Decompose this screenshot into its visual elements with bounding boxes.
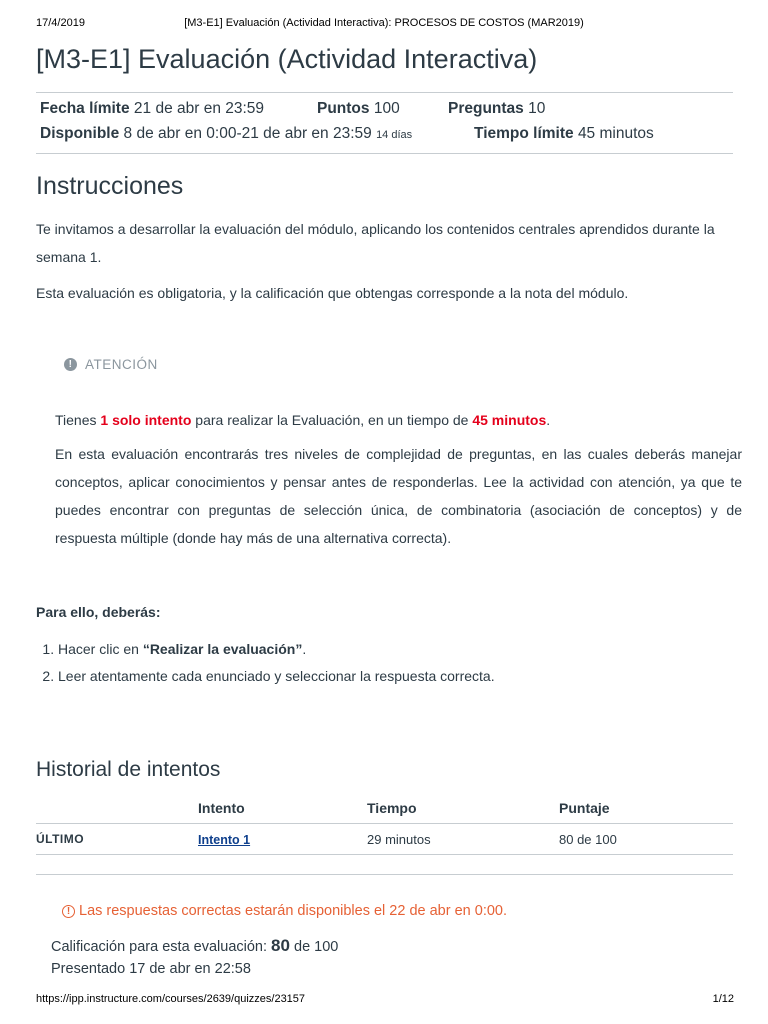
time-limit — [474, 125, 654, 143]
attention-content — [55, 406, 742, 552]
points — [317, 100, 400, 118]
history-header-time: Tiempo — [367, 792, 559, 824]
print-page-number: 1/12 — [712, 993, 734, 1005]
instructions-paragraph-2: Esta evaluación es obligatoria, y la calificación que obtengas corresponde a la nota del módulo. — [36, 285, 629, 301]
submitted-line: Presentado 17 de abr en 22:58 — [51, 961, 251, 977]
points-label: Puntos — [317, 100, 370, 117]
step-1-text-a: Hacer clic en — [58, 641, 143, 657]
attempt-notice-text-a: Tienes — [55, 412, 101, 428]
answers-notice — [62, 903, 733, 919]
history-table — [36, 792, 733, 855]
grade-summary — [51, 935, 733, 980]
points-value: 100 — [373, 100, 400, 117]
attempt-notice-text-e: . — [546, 412, 551, 428]
exclamation-icon: ! — [64, 358, 77, 371]
steps-list — [36, 636, 733, 690]
attempt-score: 80 de 100 — [559, 824, 733, 855]
attempt-notice-text-c: para realizar la Evaluación, en un tiempo de — [191, 412, 473, 428]
table-row — [36, 824, 733, 855]
quiz-header-row-1 — [40, 100, 730, 122]
instructions-paragraph-3: En esta evaluación encontrarás tres niveles de complejidad de preguntas, en las cuales deberás manejar conceptos, aplicar conocimientos y pensar antes de responderlas. Lee la actividad con atención, ya que te puedes encontrar con preguntas de selección única, de combinatoria (asociación de conceptos) y de respuesta múltiple (donde hay más de una alternativa correcta). — [55, 446, 742, 546]
quiz-page — [36, 36, 742, 980]
available-label: Disponible — [40, 125, 120, 142]
instructions-title: Instrucciones — [36, 172, 184, 200]
page-title: [M3-E1] Evaluación (Actividad Interactiva) — [36, 44, 538, 74]
history-title: Historial de intentos — [36, 758, 221, 781]
grade-total: de 100 — [294, 939, 339, 955]
attention-header — [64, 357, 733, 372]
questions — [448, 100, 545, 118]
history-header-empty — [36, 792, 198, 824]
questions-label: Preguntas — [448, 100, 524, 117]
time-limit-label: Tiempo límite — [474, 125, 574, 142]
available-value: 8 de abr en 0:00-21 de abr en 23:59 — [123, 125, 372, 142]
attempt-count: 1 solo intento — [100, 412, 192, 428]
available-days: 14 días — [376, 129, 413, 141]
attempt-link[interactable]: Intento 1 — [198, 832, 251, 847]
questions-value: 10 — [528, 100, 546, 117]
exclamation-icon: ! — [62, 905, 75, 918]
attempt-duration: 45 minutos — [472, 412, 547, 428]
latest-label: ÚLTIMO — [36, 824, 198, 855]
instructions-paragraph-1: Te invitamos a desarrollar la evaluación del módulo, aplicando los contenidos centrales aprendidos durante la semana 1. — [36, 221, 715, 265]
time-limit-value: 45 minutos — [577, 125, 654, 142]
due-date — [40, 100, 264, 118]
attention-label: ATENCIÓN — [85, 357, 158, 372]
attempt-time: 29 minutos — [367, 824, 559, 855]
step-1-text-c: . — [302, 641, 307, 657]
print-url: https://ipp.instructure.com/courses/2639/quizzes/23157 — [36, 993, 306, 1005]
attempt-notice — [55, 406, 742, 434]
step-1 — [58, 636, 733, 663]
print-title: [M3-E1] Evaluación (Actividad Interactiva): PROCESOS DE COSTOS (MAR2019) — [184, 17, 584, 29]
print-date: 17/4/2019 — [36, 17, 85, 29]
quiz-header-box — [36, 92, 733, 154]
steps-intro: Para ello, deberás: — [36, 604, 161, 620]
step-1-action: “Realizar la evaluación” — [142, 641, 303, 657]
due-date-value: 21 de abr en 23:59 — [133, 100, 265, 117]
history-header-attempt: Intento — [198, 792, 367, 824]
history-header-row — [36, 792, 733, 824]
attempt-cell — [198, 824, 367, 855]
results-divider — [36, 874, 733, 875]
grade-line — [51, 935, 733, 958]
quiz-header-row-2 — [40, 125, 730, 147]
grade-score: 80 — [271, 936, 290, 955]
answers-notice-text: Las respuestas correctas estarán disponibles el 22 de abr en 0:00. — [79, 903, 508, 919]
due-date-label: Fecha límite — [40, 100, 130, 117]
available — [40, 125, 412, 143]
grade-label: Calificación para esta evaluación: — [51, 939, 268, 955]
history-header-score: Puntaje — [559, 792, 733, 824]
step-2: 2. Leer atentamente cada enunciado y seleccionar la respuesta correcta. — [58, 663, 733, 690]
